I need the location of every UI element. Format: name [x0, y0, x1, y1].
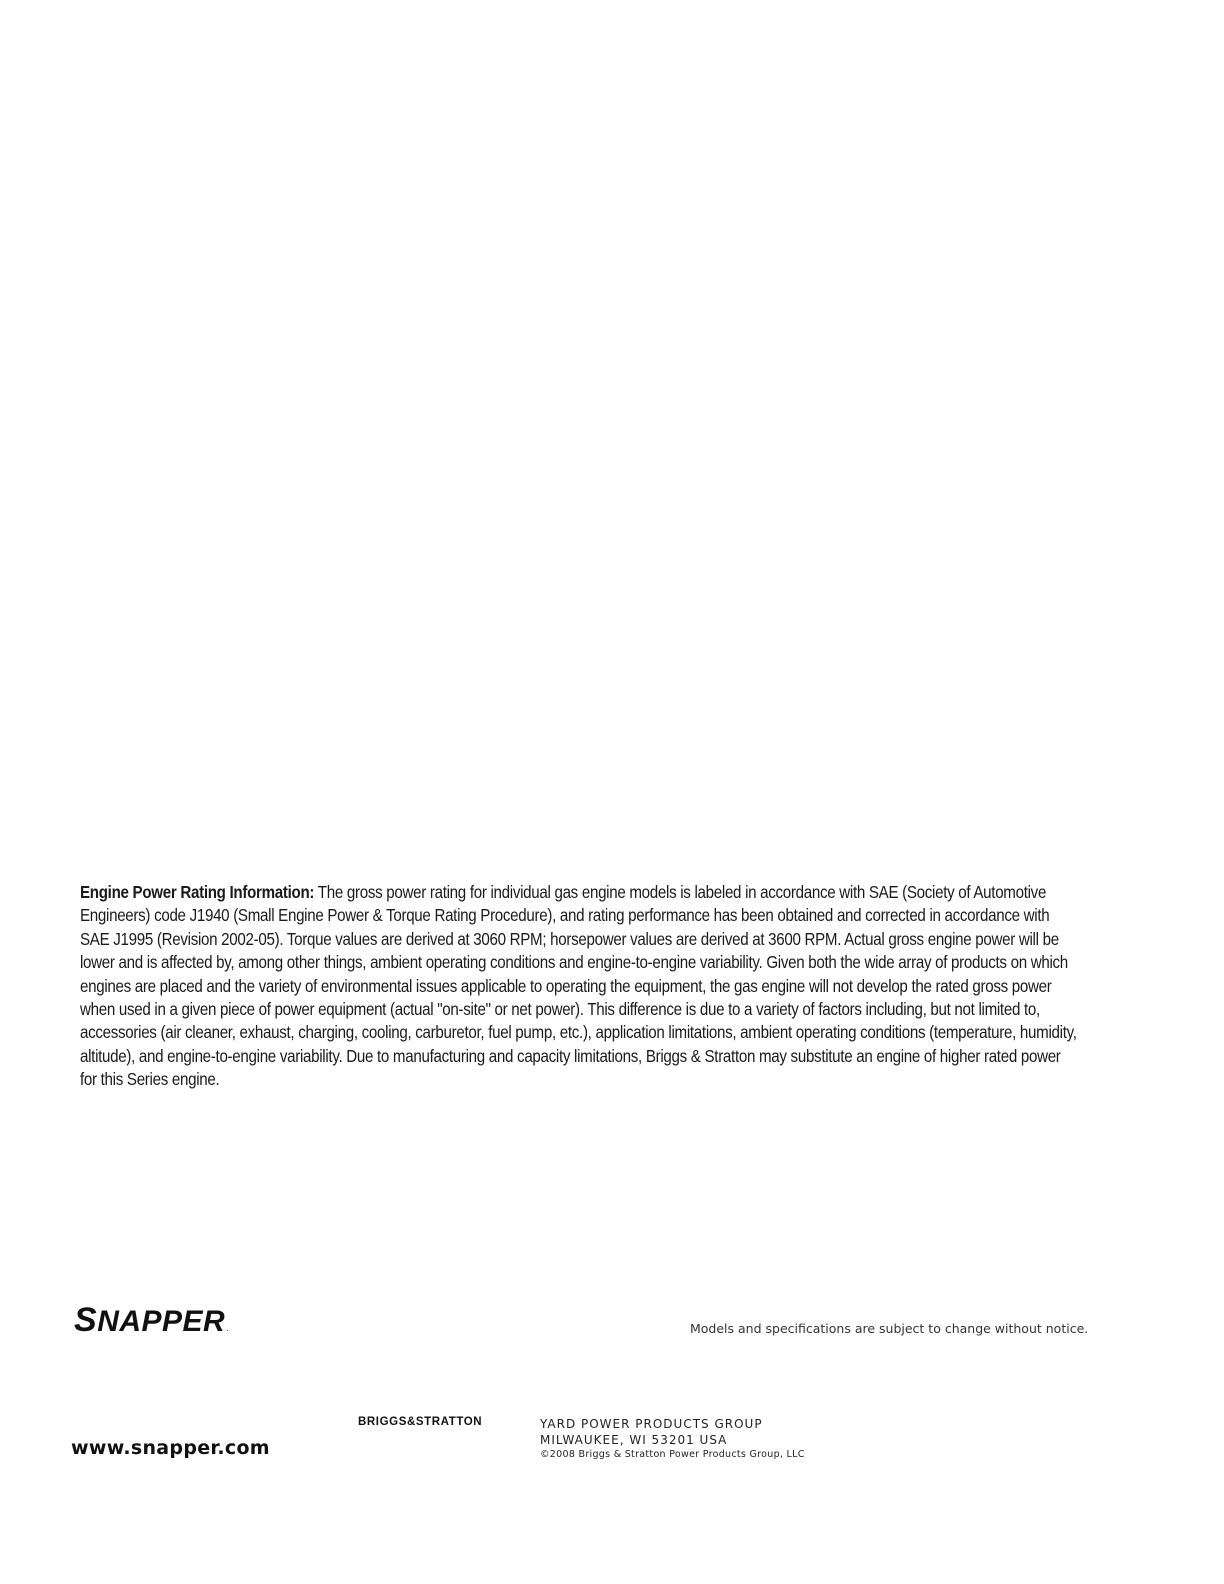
- logo-text: NAPPER: [97, 1305, 226, 1338]
- engine-power-rating-paragraph: [80, 881, 1080, 1092]
- company-address: [540, 1416, 805, 1462]
- logo-first-letter: S: [74, 1301, 98, 1339]
- copyright: ©2008 Briggs & Stratton Power Products Group, LLC: [540, 1449, 805, 1460]
- logo-mark: .: [226, 1324, 229, 1333]
- address-company: YARD POWER PRODUCTS GROUP: [540, 1417, 763, 1431]
- briggs-stratton-logo: BRIGGS&STRATTON: [358, 1416, 483, 1428]
- change-notice: Models and specifications are subject to change without notice.: [690, 1321, 1089, 1336]
- rating-heading: Engine Power Rating Information:: [80, 882, 315, 902]
- snapper-logo: [74, 1302, 229, 1347]
- rating-body: The gross power rating for individual gas engine models is labeled in accordance with SAE (Society of Automotive Engineers) code J1940 (Small Engine Power & Torque Rating Procedure), and rating performance has been obtained and corrected in accordance with SAE J1995 (Revision 2002-05). Torque values are derived at 3060 RPM; horsepower values are derived at 3600 RPM. Actual gross engine power will be lower and is affected by, among other things, ambient operating conditions and engine-to-engine variability. Given both the wide array of products on which engines are placed and the variety of environmental issues applicable to operating the equipment, the gas engine will not develop the rated gross power when used in a given piece of power equipment (actual "on-site" or net power). This difference is due to a variety of factors including, but not limited to, accessories (air cleaner, exhaust, charging, cooling, carburetor, fuel pump, etc.), application limitations, ambient operating conditions (temperature, humidity, altitude), and engine-to-engine variability. Due to manufacturing and capacity limitations, Briggs & Stratton may substitute an engine of higher rated power for this Series engine.: [80, 882, 1077, 1090]
- address-city: MILWAUKEE, WI 53201 USA: [540, 1433, 728, 1447]
- website-link[interactable]: www.snapper.com: [71, 1437, 270, 1459]
